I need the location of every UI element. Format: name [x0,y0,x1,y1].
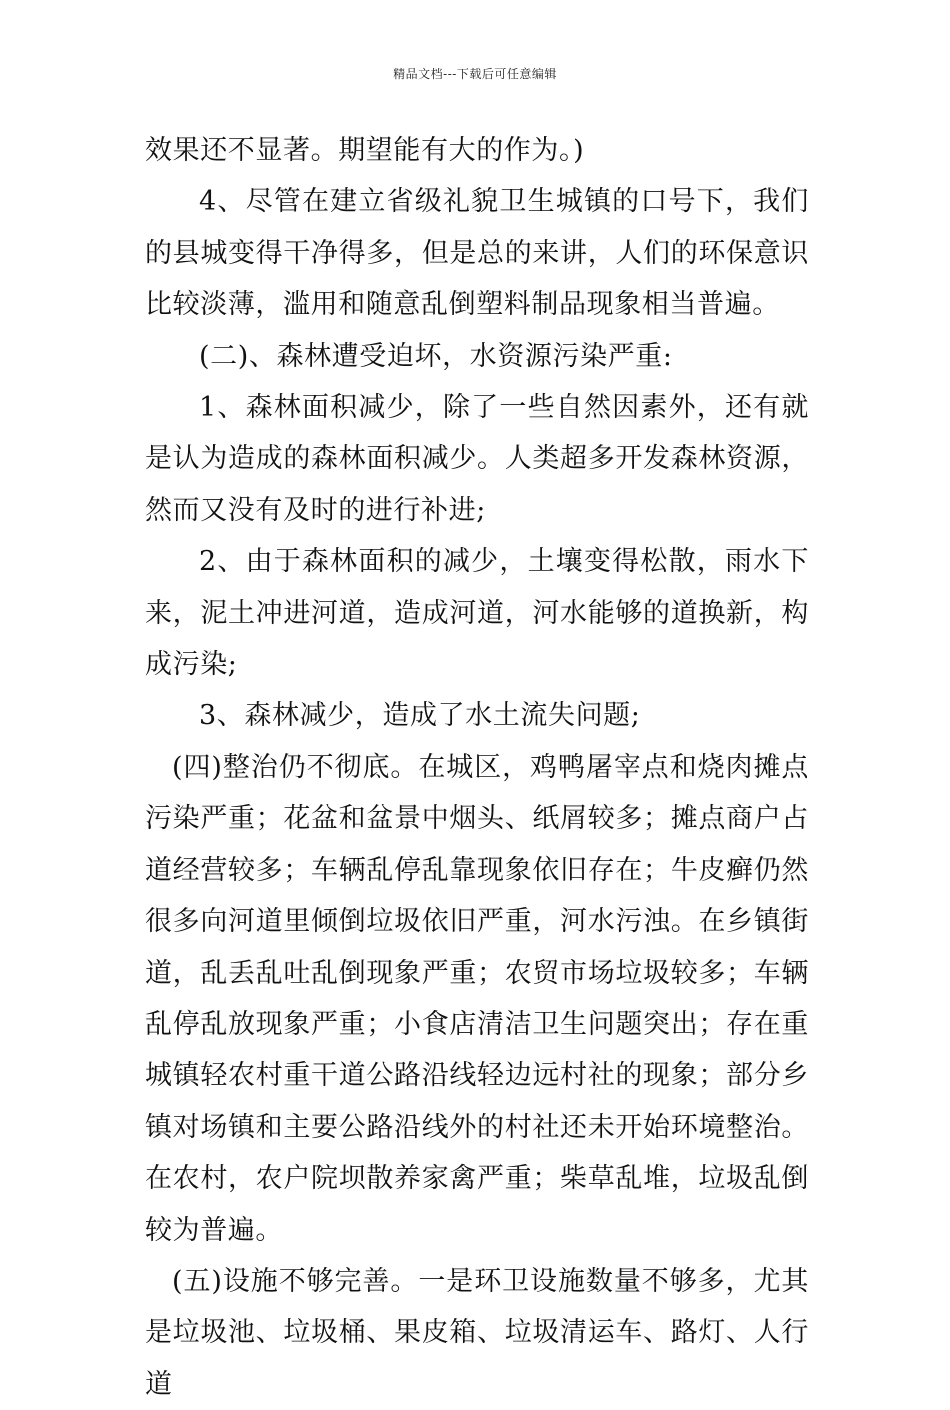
paragraph-item-2: 2、由于森林面积的减少，土壤变得松散，雨水下来，泥土冲进河道，造成河道，河水能够的道换新，构成污染; [145,546,809,681]
paragraph-section-5: (五)设施不够完善。一是环卫设施数量不够多，尤其是垃圾池、垃圾桶、果皮箱、垃圾清运车、路灯、人行道 [145,1265,809,1400]
paragraph-section-4: (四)整治仍不彻底。在城区，鸡鸭屠宰点和烧肉摊点污染严重；花盆和盆景中烟头、纸屑较多；摊点商户占道经营较多；车辆乱停乱靠现象依旧存在；牛皮癣仍然很多向河道里倾倒垃圾依旧严重，河水污浊。在乡镇街道，乱丢乱吐乱倒现象严重；农贸市场垃圾较多；车辆乱停乱放现象严重；小食店清洁卫生问题突出；存在重城镇轻农村重干道公路沿线轻边远村社的现象；部分乡镇对场镇和主要公路沿线外的村社还未开始环境整治。在农村，农户院坝散养家禽严重；柴草乱堆，垃圾乱倒较为普遍。 [145,751,809,1246]
document-body [145,125,809,1410]
paragraph-continuation: 效果还不显著。期望能有大的作为。) [145,135,585,166]
paragraph-item-4: 4、尽管在建立省级礼貌卫生城镇的口号下，我们的县城变得干净得多，但是总的来讲，人们的环保意识比较淡薄，滥用和随意乱倒塑料制品现象相当普遍。 [145,186,809,321]
paragraph-item-1: 1、森林面积减少，除了一些自然因素外，还有就是认为造成的森林面积减少。人类超多开发森林资源，然而又没有及时的进行补进; [145,392,809,526]
paragraph-item-3: 3、森林减少，造成了水土流失问题; [199,700,641,732]
page-header: 精品文档---下载后可任意编辑 [393,67,557,81]
section-heading-2: (二)、森林遭受迫坏，水资源污染严重: [199,340,673,372]
